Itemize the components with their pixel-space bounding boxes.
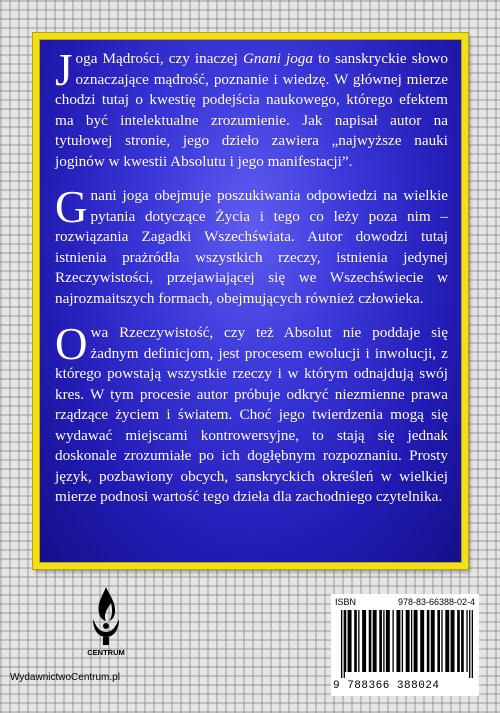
barcode-bar <box>348 610 352 672</box>
barcode-bar <box>466 610 467 672</box>
italic-text: Gnani joga <box>242 50 313 67</box>
barcode-bar <box>445 610 449 672</box>
barcode-bar <box>427 610 430 672</box>
barcode-bar <box>369 610 372 672</box>
drop-cap: G <box>55 182 88 232</box>
barcode-bar <box>437 610 440 672</box>
barcode-bar <box>392 610 393 672</box>
paragraph-1 <box>55 45 448 172</box>
drop-cap: O <box>55 319 88 369</box>
barcode-bar <box>411 610 412 672</box>
barcode-bar <box>386 610 390 672</box>
description-text <box>55 45 448 522</box>
drop-cap: J <box>55 45 73 95</box>
barcode-bar <box>431 610 435 672</box>
barcode-bar <box>379 610 382 672</box>
isbn-label: ISBN <box>335 597 357 607</box>
barcode-bar <box>406 610 410 672</box>
barcode-bar <box>396 610 400 672</box>
barcode-bar <box>344 610 345 678</box>
barcode-digits: 9 788366 388024 <box>333 680 440 692</box>
barcode-bar <box>383 610 384 672</box>
barcode-bar <box>345 610 346 672</box>
barcode-bar <box>420 610 424 672</box>
barcode-bar <box>358 610 359 672</box>
barcode-bar <box>414 610 418 672</box>
isbn-row <box>335 597 475 607</box>
barcode-bars <box>341 610 473 678</box>
paragraph-2 <box>55 182 448 309</box>
barcode-bar <box>354 610 357 672</box>
publisher-website[interactable]: WydawnictwoCentrum.pl <box>10 672 120 683</box>
description-panel <box>33 33 468 569</box>
barcode-box <box>331 594 479 696</box>
paragraph-text: to sanskryckie słowo oznaczające mądrość, poznanie i wiedzę. W głównej mierze chodzi tutaj o kwestię podejścia naukowego, którego efektem ma być intelektualne zrozumienie. Jak napisał autor na tytułowej stronie, jego dzieło zawiera „najwyższe nauki joginów w kwestii Absolutu i jego manifestacji”. <box>55 50 448 170</box>
barcode-bar <box>341 610 342 678</box>
paragraph-text: oga Mądrości, czy inaczej <box>75 50 243 67</box>
barcode-bar <box>457 610 460 672</box>
logo-wordmark: CENTRUM <box>87 648 125 657</box>
paragraph-text: nani joga obejmuje poszukiwania odpowiedzi na wielkie pytania dotyczące Życia i tego co leży poza nim – rozwiązania Zagadki Wszechświata. Autor dowodzi tutaj istnienia prażródła wszystkich rzeczy, istnienia jedynej Rzeczywistości, przejawiającej się we Wszechświecie w najrozmaitszych formach, obejmujących również człowieka. <box>55 187 448 307</box>
paragraph-text: wa Rzeczywistość, czy też Absolut nie poddaje się żadnym definicjom, jest procesem ewolucji i inwolucji, z którego powstają wszystkie rzeczy i w którym odnajdują swój kres. W tym procesie autor próbuje odkryć niezmienne prawa rządzące życiem i światem. Choć jego twierdzenia mogą się wydawać miejscami kontrowersyjne, to stają się jednak doskonale zrozumiałe po ich dogłębnym rozpoznaniu. Prosty język, pozbawiony obcych, sanskryckich określeń w wielkiej mierze podnosi wartość tego dzieła dla zachodniego czytelnika. <box>55 324 448 505</box>
paragraph-3 <box>55 319 448 508</box>
centrum-logo-icon <box>85 585 127 665</box>
barcode-bar <box>441 610 442 672</box>
barcode-bar <box>451 610 455 672</box>
isbn-number: 978-83-66388-02-4 <box>397 597 475 607</box>
barcode-bar <box>402 610 403 672</box>
barcode-bar <box>472 610 473 678</box>
barcode-bar <box>362 610 366 672</box>
barcode-bar <box>469 610 470 678</box>
barcode-bar <box>461 610 464 672</box>
barcode-bar <box>373 610 377 672</box>
